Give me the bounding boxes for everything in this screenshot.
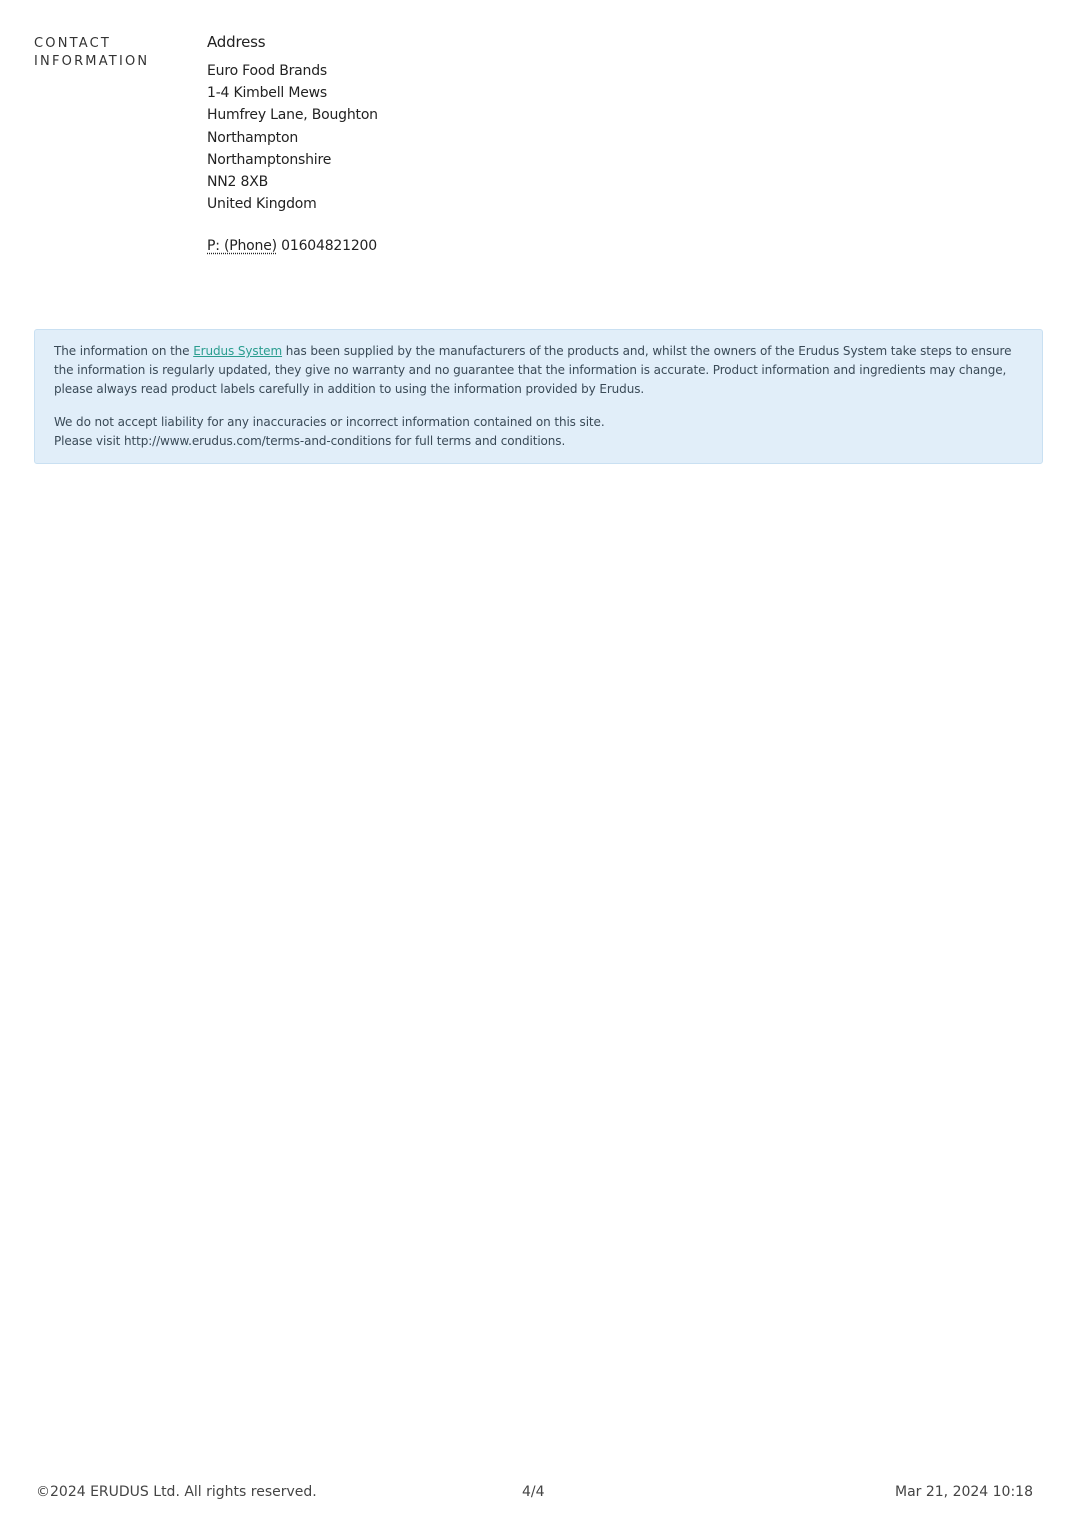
disclaimer-paragraph-2 [54,413,1024,451]
footer-datetime: Mar 21, 2024 10:18 [894,1484,1033,1500]
footer-page-number: 4/4 [522,1484,545,1500]
section-label: CONTACT INFORMATION [34,36,150,69]
disclaimer-text: The information on the [54,344,194,358]
phone-row [207,235,607,257]
disclaimer-box [34,329,1043,464]
phone-label: P: (Phone) [207,238,277,255]
address-heading: Address [207,33,266,51]
address-line: United Kingdom [207,196,317,213]
address-line: Northampton [207,129,298,146]
disclaimer-paragraph-1 [54,342,1024,399]
address-line: 1-4 Kimbell Mews [207,85,327,102]
phone-number[interactable]: 01604821200 [281,238,377,255]
disclaimer-liability-text: We do not accept liability for any inaccuracies or incorrect information contained on this site. [54,415,605,429]
disclaimer-terms-text: Please visit http://www.erudus.com/terms-and-conditions for full terms and conditions. [54,434,566,448]
address-line: NN2 8XB [207,174,269,191]
erudus-system-link[interactable]: Erudus System [193,344,283,358]
page-footer [36,1482,1033,1502]
address-line: Humfrey Lane, Boughton [207,107,378,124]
address-line: Euro Food Brands [207,63,327,79]
address-line: Northamptonshire [207,151,332,168]
address-lines [207,60,607,215]
footer-copyright: ©2024 ERUDUS Ltd. All rights reserved. [36,1484,317,1500]
contact-body [207,33,607,257]
disclaimer-text: has been supplied by the manufacturers of the products and, whilst the owners of the Erudus System take steps to ensure the information is regularly updated, they give no warranty and no guarantee that the information is accurate. Product information and ingredients may change, please always read product labels carefully in addition to using the information provided by Erudus. [54,344,1012,396]
